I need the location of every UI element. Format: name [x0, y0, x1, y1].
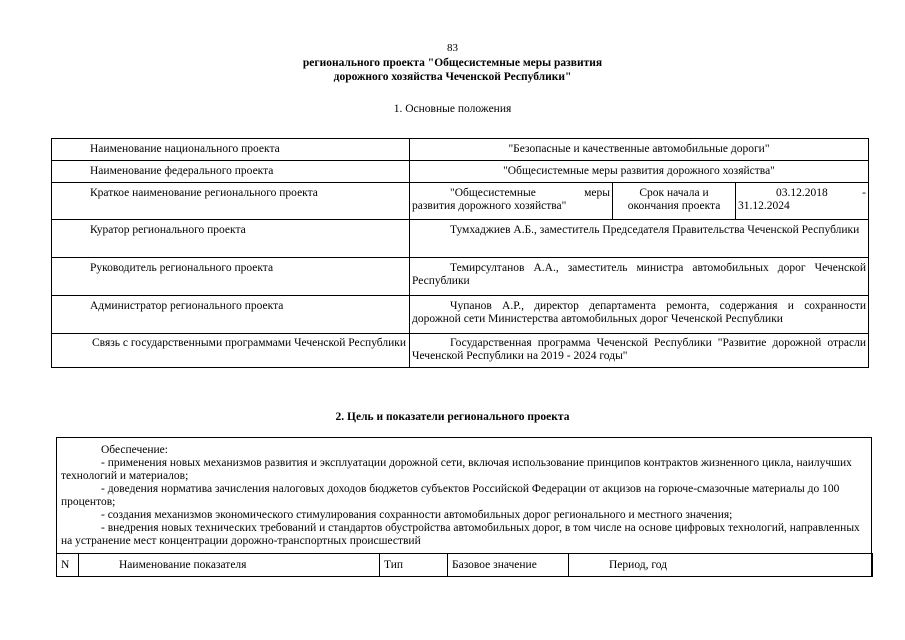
table-row	[52, 334, 869, 368]
goal-box	[56, 437, 872, 577]
row-label: Связь с государственными программами Чеченской Республики	[52, 334, 410, 368]
table-row	[57, 554, 873, 577]
row-value: "Общесистемные меры развития дорожного хозяйства"	[410, 161, 869, 183]
document-title	[0, 56, 905, 84]
row-label: Руководитель регионального проекта	[52, 258, 410, 296]
page-number: 83	[447, 42, 458, 54]
row-label: Администратор регионального проекта	[52, 296, 410, 334]
row-label: Наименование национального проекта	[52, 139, 410, 161]
goal-line: - внедрения новых технических требований и стандартов обустройства автомобильных дорог, в том числе на основе цифровых технологий, направленных на устранение мест концентрации дорожно-транспортных происшествий	[61, 522, 860, 547]
row-value: Тумхаджиев А.Б., заместитель Председателя Правительства Чеченской Республики	[410, 220, 869, 258]
row-value: Чупанов А.Р., директор департамента ремонта, содержания и сохранности дорожной сети Министерства автомобильных дорог Чеченской Республики	[410, 296, 869, 334]
row-label: Куратор регионального проекта	[52, 220, 410, 258]
row-label: Наименование федерального проекта	[52, 161, 410, 183]
goal-line: - доведения норматива зачисления налоговых доходов бюджетов субъектов Российской Федерации от акцизов на горюче-смазочные материалы до 100 процентов;	[61, 483, 840, 508]
col-n: N	[57, 554, 79, 577]
table-row	[52, 220, 869, 258]
goal-text	[61, 444, 869, 548]
section1-heading: 1. Основные положения	[393, 103, 512, 115]
col-base-value: Базовое значение	[448, 554, 569, 577]
table-row	[52, 139, 869, 161]
table-row	[52, 258, 869, 296]
row-value: Темирсултанов А.А., заместитель министра автомобильных дорог Чеченской Республики	[410, 258, 869, 296]
title-line-1: регионального проекта "Общесистемные меры развития	[302, 57, 603, 69]
term-label: Срок начала и окончания проекта	[613, 183, 736, 220]
table-row	[52, 183, 869, 220]
main-provisions-table	[51, 138, 869, 368]
goal-line: Обеспечение:	[101, 444, 168, 456]
title-line-2: дорожного хозяйства Чеченской Республики"	[333, 71, 572, 83]
indicators-header-row	[56, 553, 873, 577]
col-type: Тип	[380, 554, 448, 577]
goal-line: - применения новых механизмов развития и эксплуатации дорожной сети, включая использование принципов контрактов жизненного цикла, наилучших технологий и материалов;	[61, 457, 852, 482]
table-row	[52, 296, 869, 334]
col-indicator-name: Наименование показателя	[79, 554, 380, 577]
row-value: "Общесистемные меры развития дорожного хозяйства"	[410, 183, 613, 220]
row-value: Государственная программа Чеченской Республики "Развитие дорожной отрасли Чеченской Республики на 2019 - 2024 годы"	[410, 334, 869, 368]
row-value: "Безопасные и качественные автомобильные дороги"	[410, 139, 869, 161]
col-period: Период, год	[569, 554, 873, 577]
term-value: 03.12.2018 - 31.12.2024	[736, 183, 869, 220]
table-row	[52, 161, 869, 183]
row-label: Краткое наименование регионального проекта	[52, 183, 410, 220]
section2-heading: 2. Цель и показатели регионального проекта	[335, 411, 570, 423]
goal-line: - создания механизмов экономического стимулирования сохранности автомобильных дорог регионального и местного значения;	[101, 509, 733, 521]
